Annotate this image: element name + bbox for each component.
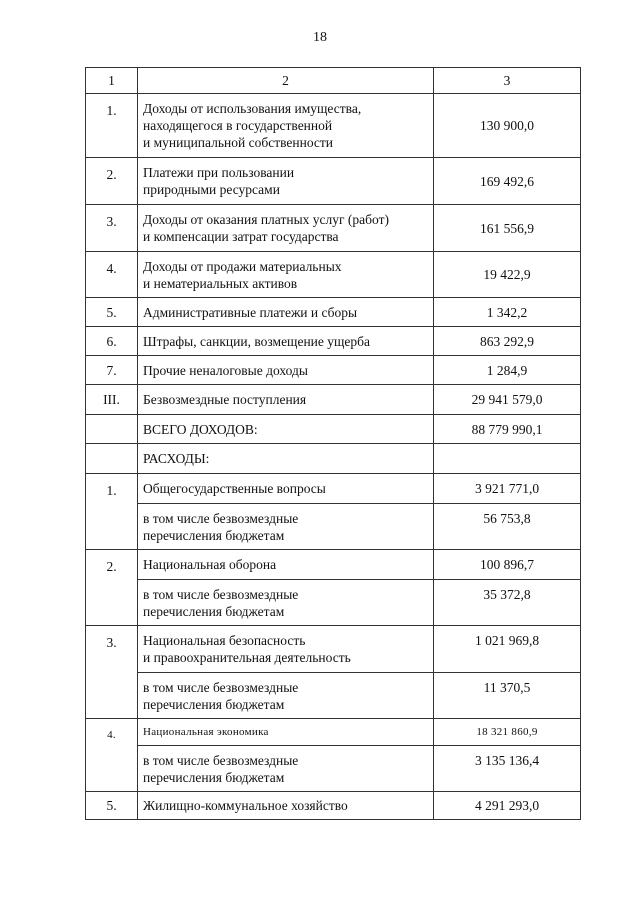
row-value: 863 292,9 <box>434 327 581 356</box>
subrow-name: в том числе безвозмездные перечисления бюджетам <box>138 504 434 550</box>
row-value: 4 291 293,0 <box>434 792 581 820</box>
row-name: Безвозмездные поступления <box>138 385 434 415</box>
row-number: 5. <box>86 298 138 327</box>
row-number: III. <box>86 385 138 415</box>
row-value: 1 342,2 <box>434 298 581 327</box>
table-row <box>86 719 581 746</box>
budget-table <box>85 67 581 820</box>
row-number: 1. <box>86 474 138 550</box>
table-row <box>86 792 581 820</box>
row-name: Национальная оборона <box>138 550 434 580</box>
row-number: 3. <box>86 626 138 719</box>
table-row <box>86 550 581 580</box>
row-number: 7. <box>86 356 138 385</box>
row-value: 169 492,6 <box>434 158 581 205</box>
row-value: 1 284,9 <box>434 356 581 385</box>
subrow-name: в том числе безвозмездные перечисления бюджетам <box>138 673 434 719</box>
row-value: 29 941 579,0 <box>434 385 581 415</box>
row-number: 4. <box>86 719 138 792</box>
table-row <box>86 385 581 415</box>
row-value: 19 422,9 <box>434 252 581 298</box>
table-row <box>86 158 581 205</box>
header-col-2: 2 <box>138 68 434 94</box>
table-row <box>86 474 581 504</box>
row-value: 88 779 990,1 <box>434 415 581 444</box>
header-col-3: 3 <box>434 68 581 94</box>
row-value <box>434 444 581 474</box>
row-number <box>86 444 138 474</box>
table-header-row <box>86 68 581 94</box>
subrow-value: 56 753,8 <box>434 504 581 550</box>
table-row <box>86 298 581 327</box>
row-name: Общегосударственные вопросы <box>138 474 434 504</box>
row-value: 3 921 771,0 <box>434 474 581 504</box>
subrow-name: в том числе безвозмездные перечисления бюджетам <box>138 746 434 792</box>
table-subrow <box>86 580 581 626</box>
row-name: Доходы от использования имущества, находящегося в государственной и муниципальной собственности <box>138 94 434 158</box>
table-row-total <box>86 415 581 444</box>
table-subrow <box>86 504 581 550</box>
table-row <box>86 94 581 158</box>
table-row-section <box>86 444 581 474</box>
row-number: 2. <box>86 550 138 626</box>
row-value: 1 021 969,8 <box>434 626 581 673</box>
row-number: 4. <box>86 252 138 298</box>
row-number <box>86 415 138 444</box>
row-name: РАСХОДЫ: <box>138 444 434 474</box>
row-number: 1. <box>86 94 138 158</box>
row-value: 100 896,7 <box>434 550 581 580</box>
row-value: 18 321 860,9 <box>434 719 581 746</box>
header-col-1: 1 <box>86 68 138 94</box>
table-subrow <box>86 746 581 792</box>
table-row <box>86 626 581 673</box>
row-name: Доходы от оказания платных услуг (работ) и компенсации затрат государства <box>138 205 434 252</box>
row-number: 2. <box>86 158 138 205</box>
table-row <box>86 356 581 385</box>
subrow-name: в том числе безвозмездные перечисления бюджетам <box>138 580 434 626</box>
row-name: Национальная экономика <box>138 719 434 746</box>
row-name: Жилищно-коммунальное хозяйство <box>138 792 434 820</box>
subrow-value: 11 370,5 <box>434 673 581 719</box>
row-name: Платежи при пользовании природными ресурсами <box>138 158 434 205</box>
table-row <box>86 327 581 356</box>
row-name: Национальная безопасность и правоохранительная деятельность <box>138 626 434 673</box>
row-number: 5. <box>86 792 138 820</box>
subrow-value: 3 135 136,4 <box>434 746 581 792</box>
table-row <box>86 252 581 298</box>
page-number: 18 <box>313 30 327 45</box>
row-name: ВСЕГО ДОХОДОВ: <box>138 415 434 444</box>
table-subrow <box>86 673 581 719</box>
row-value: 130 900,0 <box>434 94 581 158</box>
subrow-value: 35 372,8 <box>434 580 581 626</box>
row-value: 161 556,9 <box>434 205 581 252</box>
row-name: Прочие неналоговые доходы <box>138 356 434 385</box>
table-row <box>86 205 581 252</box>
row-number: 3. <box>86 205 138 252</box>
row-name: Штрафы, санкции, возмещение ущерба <box>138 327 434 356</box>
row-number: 6. <box>86 327 138 356</box>
row-name: Доходы от продажи материальных и нематериальных активов <box>138 252 434 298</box>
row-name: Административные платежи и сборы <box>138 298 434 327</box>
